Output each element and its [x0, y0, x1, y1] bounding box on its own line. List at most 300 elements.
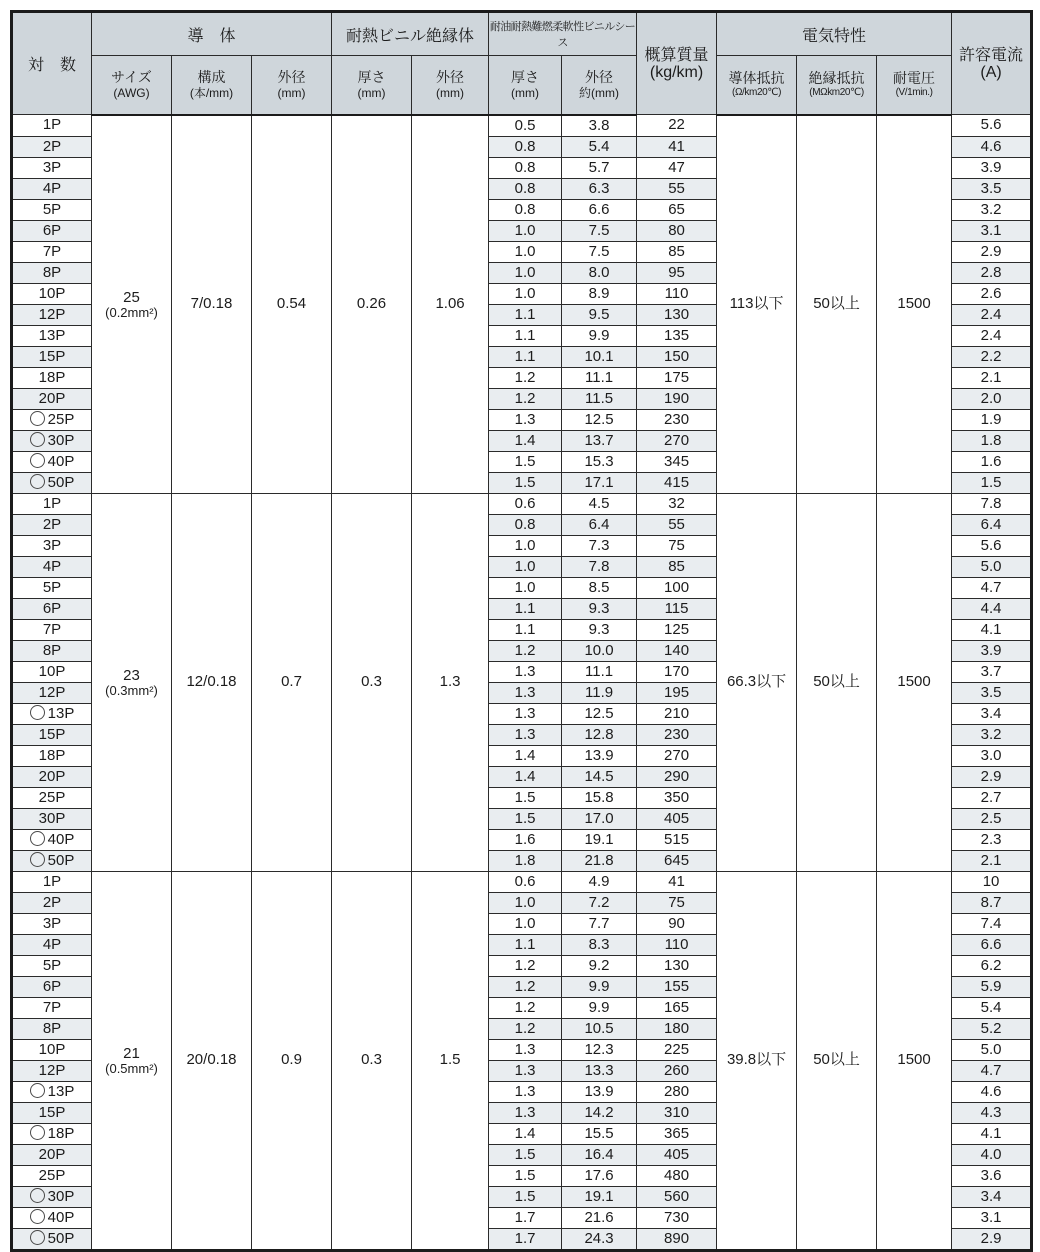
pair-count-cell	[12, 1186, 92, 1207]
sheath-od-cell: 8.3	[562, 934, 637, 955]
mass-cell: 645	[637, 850, 717, 871]
pair-count-cell	[12, 1081, 92, 1102]
allowable-current-cell: 1.5	[952, 472, 1032, 493]
pair-count-label: 8P	[42, 641, 62, 659]
header-sheath-group: 耐油耐熱難燃柔軟性ビニルシース	[489, 12, 637, 56]
pair-count-cell	[12, 682, 92, 703]
pair-count-cell	[12, 1018, 92, 1039]
pair-count-cell	[12, 535, 92, 556]
mass-cell: 170	[637, 661, 717, 682]
sheath-thickness-cell: 1.7	[489, 1207, 562, 1228]
sheath-od-cell: 15.8	[562, 787, 637, 808]
pair-count-label: 7P	[42, 620, 62, 638]
mass-cell: 190	[637, 388, 717, 409]
sheath-od-cell: 14.2	[562, 1102, 637, 1123]
sheath-thickness-cell: 0.8	[489, 199, 562, 220]
allowable-current-cell: 2.0	[952, 388, 1032, 409]
insulation-thickness-cell: 0.3	[332, 871, 412, 1250]
sheath-od-cell: 12.3	[562, 1039, 637, 1060]
sheath-thickness-cell: 1.1	[489, 346, 562, 367]
insulation-od-cell: 1.06	[412, 115, 489, 494]
sheath-od-cell: 6.4	[562, 514, 637, 535]
pair-count-label: 13P	[47, 1082, 75, 1100]
pair-count-cell	[12, 262, 92, 283]
pair-count-cell	[12, 430, 92, 451]
sheath-od-cell: 7.5	[562, 241, 637, 262]
allowable-current-cell: 3.9	[952, 157, 1032, 178]
header-size: サイズ (AWG)	[92, 56, 172, 115]
sheath-thickness-cell: 1.5	[489, 1144, 562, 1165]
mass-cell: 140	[637, 640, 717, 661]
sheath-thickness-cell: 1.2	[489, 976, 562, 997]
pair-count-label: 18P	[38, 368, 66, 386]
allowable-current-cell: 5.6	[952, 115, 1032, 137]
mass-cell: 32	[637, 493, 717, 514]
allowable-current-cell: 2.9	[952, 241, 1032, 262]
allowable-current-cell: 4.6	[952, 1081, 1032, 1102]
sheath-od-cell: 13.7	[562, 430, 637, 451]
pair-count-label: 18P	[47, 1124, 75, 1142]
pair-count-label: 3P	[42, 914, 62, 932]
sheath-od-cell: 11.5	[562, 388, 637, 409]
pair-count-cell	[12, 913, 92, 934]
sheath-od-cell: 6.6	[562, 199, 637, 220]
sheath-od-cell: 7.2	[562, 892, 637, 913]
circle-marker-icon	[30, 1083, 45, 1098]
sheath-thickness-cell: 1.2	[489, 997, 562, 1018]
allowable-current-cell: 4.4	[952, 598, 1032, 619]
pair-count-cell	[12, 1039, 92, 1060]
sheath-thickness-cell: 1.0	[489, 535, 562, 556]
header-electrical-group: 電気特性	[717, 12, 952, 56]
mass-cell: 280	[637, 1081, 717, 1102]
pair-count-label: 50P	[47, 473, 75, 491]
pair-count-cell	[12, 325, 92, 346]
pair-count-cell	[12, 1060, 92, 1081]
pair-count-cell	[12, 451, 92, 472]
header-conductor-resistance: 導体抵抗 (Ω/km20℃)	[717, 56, 797, 115]
header-conductor-od: 外径 (mm)	[252, 56, 332, 115]
pair-count-label: 25P	[38, 1166, 66, 1184]
sheath-od-cell: 7.7	[562, 913, 637, 934]
sheath-od-cell: 7.8	[562, 556, 637, 577]
pair-count-cell	[12, 283, 92, 304]
allowable-current-cell: 2.8	[952, 262, 1032, 283]
sheath-thickness-cell: 0.6	[489, 871, 562, 892]
insulation-thickness-cell: 0.26	[332, 115, 412, 494]
allowable-current-cell: 2.7	[952, 787, 1032, 808]
sheath-thickness-cell: 1.4	[489, 1123, 562, 1144]
pair-count-cell	[12, 745, 92, 766]
sheath-thickness-cell: 1.4	[489, 430, 562, 451]
allowable-current-cell: 8.7	[952, 892, 1032, 913]
pair-count-cell	[12, 892, 92, 913]
pair-count-label: 20P	[38, 767, 66, 785]
sheath-od-cell: 9.3	[562, 598, 637, 619]
circle-marker-icon	[30, 852, 45, 867]
allowable-current-cell: 1.8	[952, 430, 1032, 451]
allowable-current-cell: 2.4	[952, 304, 1032, 325]
pair-count-label: 5P	[42, 200, 62, 218]
allowable-current-cell: 1.6	[952, 451, 1032, 472]
header-conductor-group: 導 体	[92, 12, 332, 56]
sheath-od-cell: 12.8	[562, 724, 637, 745]
mass-cell: 165	[637, 997, 717, 1018]
pair-count-label: 20P	[38, 1145, 66, 1163]
mass-cell: 55	[637, 514, 717, 535]
allowable-current-cell: 2.6	[952, 283, 1032, 304]
insulation-resistance-cell: 50以上	[797, 871, 877, 1250]
sheath-od-cell: 9.2	[562, 955, 637, 976]
table-row	[12, 493, 1032, 514]
sheath-thickness-cell: 0.5	[489, 115, 562, 137]
pair-count-cell	[12, 619, 92, 640]
mass-cell: 730	[637, 1207, 717, 1228]
table-body	[12, 115, 1032, 1251]
allowable-current-cell: 10	[952, 871, 1032, 892]
insulation-resistance-cell: 50以上	[797, 115, 877, 494]
sheath-thickness-cell: 1.6	[489, 829, 562, 850]
pair-count-label: 40P	[47, 1208, 75, 1226]
mass-cell: 415	[637, 472, 717, 493]
sheath-thickness-cell: 1.2	[489, 955, 562, 976]
pair-count-cell	[12, 1165, 92, 1186]
header-sheath-thickness: 厚さ (mm)	[489, 56, 562, 115]
conductor-resistance-cell: 113以下	[717, 115, 797, 494]
sheath-thickness-cell: 1.5	[489, 1165, 562, 1186]
pair-count-cell	[12, 1123, 92, 1144]
sheath-thickness-cell: 1.1	[489, 619, 562, 640]
pair-count-label: 15P	[38, 1103, 66, 1121]
header-ins-thickness: 厚さ (mm)	[332, 56, 412, 115]
pair-count-cell	[12, 829, 92, 850]
pair-count-label: 10P	[38, 284, 66, 302]
mass-cell: 150	[637, 346, 717, 367]
allowable-current-cell: 3.9	[952, 640, 1032, 661]
mass-cell: 85	[637, 556, 717, 577]
sheath-od-cell: 4.9	[562, 871, 637, 892]
sheath-od-cell: 9.9	[562, 325, 637, 346]
sheath-thickness-cell: 1.1	[489, 304, 562, 325]
pair-count-cell	[12, 199, 92, 220]
allowable-current-cell: 6.2	[952, 955, 1032, 976]
sheath-thickness-cell: 0.8	[489, 514, 562, 535]
header-pair-count: 対 数	[12, 12, 92, 115]
sheath-od-cell: 9.9	[562, 997, 637, 1018]
sheath-thickness-cell: 1.0	[489, 283, 562, 304]
sheath-thickness-cell: 1.3	[489, 1081, 562, 1102]
pair-count-cell	[12, 241, 92, 262]
sheath-thickness-cell: 0.6	[489, 493, 562, 514]
sheath-thickness-cell: 1.0	[489, 577, 562, 598]
pair-count-cell	[12, 1207, 92, 1228]
pair-count-cell	[12, 640, 92, 661]
pair-count-cell	[12, 976, 92, 997]
mass-cell: 110	[637, 283, 717, 304]
pair-count-label: 4P	[42, 179, 62, 197]
sheath-thickness-cell: 1.2	[489, 367, 562, 388]
pair-count-label: 20P	[38, 389, 66, 407]
mass-cell: 350	[637, 787, 717, 808]
mass-cell: 130	[637, 955, 717, 976]
pair-count-cell	[12, 598, 92, 619]
allowable-current-cell: 2.4	[952, 325, 1032, 346]
sheath-thickness-cell: 0.8	[489, 157, 562, 178]
sheath-od-cell: 8.5	[562, 577, 637, 598]
pair-count-label: 7P	[42, 242, 62, 260]
mass-cell: 135	[637, 325, 717, 346]
allowable-current-cell: 4.0	[952, 1144, 1032, 1165]
pair-count-label: 2P	[42, 893, 62, 911]
pair-count-cell	[12, 724, 92, 745]
sheath-thickness-cell: 0.8	[489, 178, 562, 199]
sheath-od-cell: 9.3	[562, 619, 637, 640]
header-mass-unit: (kg/km)	[649, 63, 704, 81]
pair-count-cell	[12, 556, 92, 577]
insulation-od-cell: 1.3	[412, 493, 489, 871]
mass-cell: 22	[637, 115, 717, 137]
pair-count-cell	[12, 178, 92, 199]
sheath-od-cell: 21.8	[562, 850, 637, 871]
pair-count-cell	[12, 766, 92, 787]
pair-count-cell	[12, 409, 92, 430]
circle-marker-icon	[30, 432, 45, 447]
allowable-current-cell: 3.1	[952, 1207, 1032, 1228]
allowable-current-cell: 4.7	[952, 1060, 1032, 1081]
pair-count-cell	[12, 493, 92, 514]
withstand-voltage-cell: 1500	[877, 493, 952, 871]
sheath-thickness-cell: 1.2	[489, 1018, 562, 1039]
pair-count-cell	[12, 346, 92, 367]
pair-count-cell	[12, 808, 92, 829]
pair-count-label: 6P	[42, 977, 62, 995]
allowable-current-cell: 4.1	[952, 619, 1032, 640]
circle-marker-icon	[30, 831, 45, 846]
sheath-thickness-cell: 1.4	[489, 766, 562, 787]
mass-cell: 210	[637, 703, 717, 724]
pair-count-cell	[12, 115, 92, 137]
spec-table-wrapper	[10, 10, 1033, 1252]
sheath-od-cell: 13.3	[562, 1060, 637, 1081]
size-cell: 21 (0.5mm²)	[92, 871, 172, 1250]
circle-marker-icon	[30, 411, 45, 426]
mass-cell: 41	[637, 136, 717, 157]
mass-cell: 405	[637, 1144, 717, 1165]
mass-cell: 75	[637, 535, 717, 556]
sheath-thickness-cell: 1.1	[489, 598, 562, 619]
pair-count-label: 10P	[38, 662, 66, 680]
pair-count-label: 2P	[42, 515, 62, 533]
mass-cell: 47	[637, 157, 717, 178]
mass-cell: 230	[637, 724, 717, 745]
allowable-current-cell: 4.1	[952, 1123, 1032, 1144]
pair-count-label: 13P	[47, 704, 75, 722]
sheath-thickness-cell: 1.0	[489, 241, 562, 262]
pair-count-cell	[12, 661, 92, 682]
pair-count-label: 1P	[42, 872, 62, 890]
mass-cell: 41	[637, 871, 717, 892]
allowable-current-cell: 2.1	[952, 367, 1032, 388]
allowable-current-cell: 4.7	[952, 577, 1032, 598]
pair-count-label: 6P	[42, 221, 62, 239]
sheath-od-cell: 16.4	[562, 1144, 637, 1165]
sheath-thickness-cell: 1.1	[489, 325, 562, 346]
sheath-thickness-cell: 1.3	[489, 661, 562, 682]
pair-count-cell	[12, 934, 92, 955]
header-construction: 構成 (本/mm)	[172, 56, 252, 115]
sheath-od-cell: 19.1	[562, 1186, 637, 1207]
sheath-thickness-cell: 1.5	[489, 472, 562, 493]
pair-count-label: 12P	[38, 683, 66, 701]
sheath-od-cell: 8.0	[562, 262, 637, 283]
pair-count-cell	[12, 850, 92, 871]
sheath-thickness-cell: 1.0	[489, 913, 562, 934]
sheath-od-cell: 15.5	[562, 1123, 637, 1144]
header-ins-od: 外径 (mm)	[412, 56, 489, 115]
pair-count-label: 15P	[38, 725, 66, 743]
sheath-od-cell: 7.5	[562, 220, 637, 241]
sheath-thickness-cell: 1.0	[489, 892, 562, 913]
sheath-od-cell: 12.5	[562, 703, 637, 724]
sheath-od-cell: 7.3	[562, 535, 637, 556]
allowable-current-cell: 4.3	[952, 1102, 1032, 1123]
conductor-resistance-cell: 39.8以下	[717, 871, 797, 1250]
size-cell: 23 (0.3mm²)	[92, 493, 172, 871]
allowable-current-cell: 5.4	[952, 997, 1032, 1018]
pair-count-cell	[12, 157, 92, 178]
allowable-current-cell: 3.2	[952, 199, 1032, 220]
sheath-thickness-cell: 1.3	[489, 409, 562, 430]
header-sheath-od: 外径 約(mm)	[562, 56, 637, 115]
mass-cell: 290	[637, 766, 717, 787]
pair-count-label: 10P	[38, 1040, 66, 1058]
mass-cell: 890	[637, 1228, 717, 1250]
sheath-od-cell: 11.1	[562, 367, 637, 388]
pair-count-label: 40P	[47, 830, 75, 848]
mass-cell: 270	[637, 745, 717, 766]
sheath-od-cell: 11.1	[562, 661, 637, 682]
mass-cell: 345	[637, 451, 717, 472]
pair-count-label: 13P	[38, 326, 66, 344]
header-mass	[637, 12, 717, 115]
pair-count-cell	[12, 514, 92, 535]
sheath-od-cell: 3.8	[562, 115, 637, 137]
circle-marker-icon	[30, 1125, 45, 1140]
allowable-current-cell: 2.5	[952, 808, 1032, 829]
sheath-od-cell: 10.5	[562, 1018, 637, 1039]
pair-count-cell	[12, 703, 92, 724]
pair-count-cell	[12, 304, 92, 325]
mass-cell: 155	[637, 976, 717, 997]
pair-count-cell	[12, 367, 92, 388]
sheath-thickness-cell: 1.0	[489, 220, 562, 241]
sheath-od-cell: 13.9	[562, 1081, 637, 1102]
mass-cell: 110	[637, 934, 717, 955]
sheath-thickness-cell: 1.3	[489, 1102, 562, 1123]
allowable-current-cell: 5.9	[952, 976, 1032, 997]
allowable-current-cell: 3.5	[952, 682, 1032, 703]
pair-count-label: 3P	[42, 158, 62, 176]
circle-marker-icon	[30, 705, 45, 720]
allowable-current-cell: 5.0	[952, 556, 1032, 577]
construction-cell: 7/0.18	[172, 115, 252, 494]
sheath-od-cell: 10.1	[562, 346, 637, 367]
header-current-label: 許容電流	[959, 46, 1024, 64]
allowable-current-cell: 6.6	[952, 934, 1032, 955]
table-row	[12, 115, 1032, 137]
allowable-current-cell: 3.5	[952, 178, 1032, 199]
sheath-thickness-cell: 1.7	[489, 1228, 562, 1250]
sheath-thickness-cell: 1.1	[489, 934, 562, 955]
mass-cell: 365	[637, 1123, 717, 1144]
pair-count-label: 30P	[47, 1187, 75, 1205]
pair-count-cell	[12, 1102, 92, 1123]
sheath-od-cell: 5.4	[562, 136, 637, 157]
pair-count-cell	[12, 388, 92, 409]
pair-count-cell	[12, 955, 92, 976]
mass-cell: 65	[637, 199, 717, 220]
sheath-od-cell: 17.6	[562, 1165, 637, 1186]
pair-count-label: 40P	[47, 452, 75, 470]
sheath-od-cell: 17.0	[562, 808, 637, 829]
pair-count-label: 3P	[42, 536, 62, 554]
sheath-thickness-cell: 1.8	[489, 850, 562, 871]
sheath-od-cell: 4.5	[562, 493, 637, 514]
pair-count-label: 12P	[38, 305, 66, 323]
pair-count-label: 5P	[42, 578, 62, 596]
pair-count-label: 7P	[42, 998, 62, 1016]
pair-count-label: 4P	[42, 557, 62, 575]
allowable-current-cell: 3.7	[952, 661, 1032, 682]
sheath-od-cell: 8.9	[562, 283, 637, 304]
pair-count-label: 25P	[47, 410, 75, 428]
header-insulation-resistance: 絶縁抵抗 (MΩkm20℃)	[797, 56, 877, 115]
sheath-thickness-cell: 1.5	[489, 787, 562, 808]
header-withstand-voltage: 耐電圧 (V/1min.)	[877, 56, 952, 115]
mass-cell: 515	[637, 829, 717, 850]
pair-count-label: 25P	[38, 788, 66, 806]
allowable-current-cell: 1.9	[952, 409, 1032, 430]
sheath-thickness-cell: 1.3	[489, 682, 562, 703]
mass-cell: 125	[637, 619, 717, 640]
sheath-thickness-cell: 1.0	[489, 262, 562, 283]
sheath-thickness-cell: 1.3	[489, 724, 562, 745]
allowable-current-cell: 3.0	[952, 745, 1032, 766]
pair-count-label: 2P	[42, 137, 62, 155]
allowable-current-cell: 7.4	[952, 913, 1032, 934]
mass-cell: 310	[637, 1102, 717, 1123]
pair-count-label: 8P	[42, 1019, 62, 1037]
sheath-od-cell: 19.1	[562, 829, 637, 850]
pair-count-cell	[12, 997, 92, 1018]
conductor-od-cell: 0.7	[252, 493, 332, 871]
pair-count-cell	[12, 787, 92, 808]
allowable-current-cell: 3.6	[952, 1165, 1032, 1186]
pair-count-cell	[12, 871, 92, 892]
sheath-thickness-cell: 1.5	[489, 808, 562, 829]
spec-table	[10, 10, 1033, 1252]
allowable-current-cell: 7.8	[952, 493, 1032, 514]
allowable-current-cell: 3.4	[952, 703, 1032, 724]
allowable-current-cell: 2.3	[952, 829, 1032, 850]
conductor-resistance-cell: 66.3以下	[717, 493, 797, 871]
sheath-od-cell: 14.5	[562, 766, 637, 787]
pair-count-cell	[12, 220, 92, 241]
circle-marker-icon	[30, 474, 45, 489]
withstand-voltage-cell: 1500	[877, 871, 952, 1250]
mass-cell: 195	[637, 682, 717, 703]
mass-cell: 115	[637, 598, 717, 619]
